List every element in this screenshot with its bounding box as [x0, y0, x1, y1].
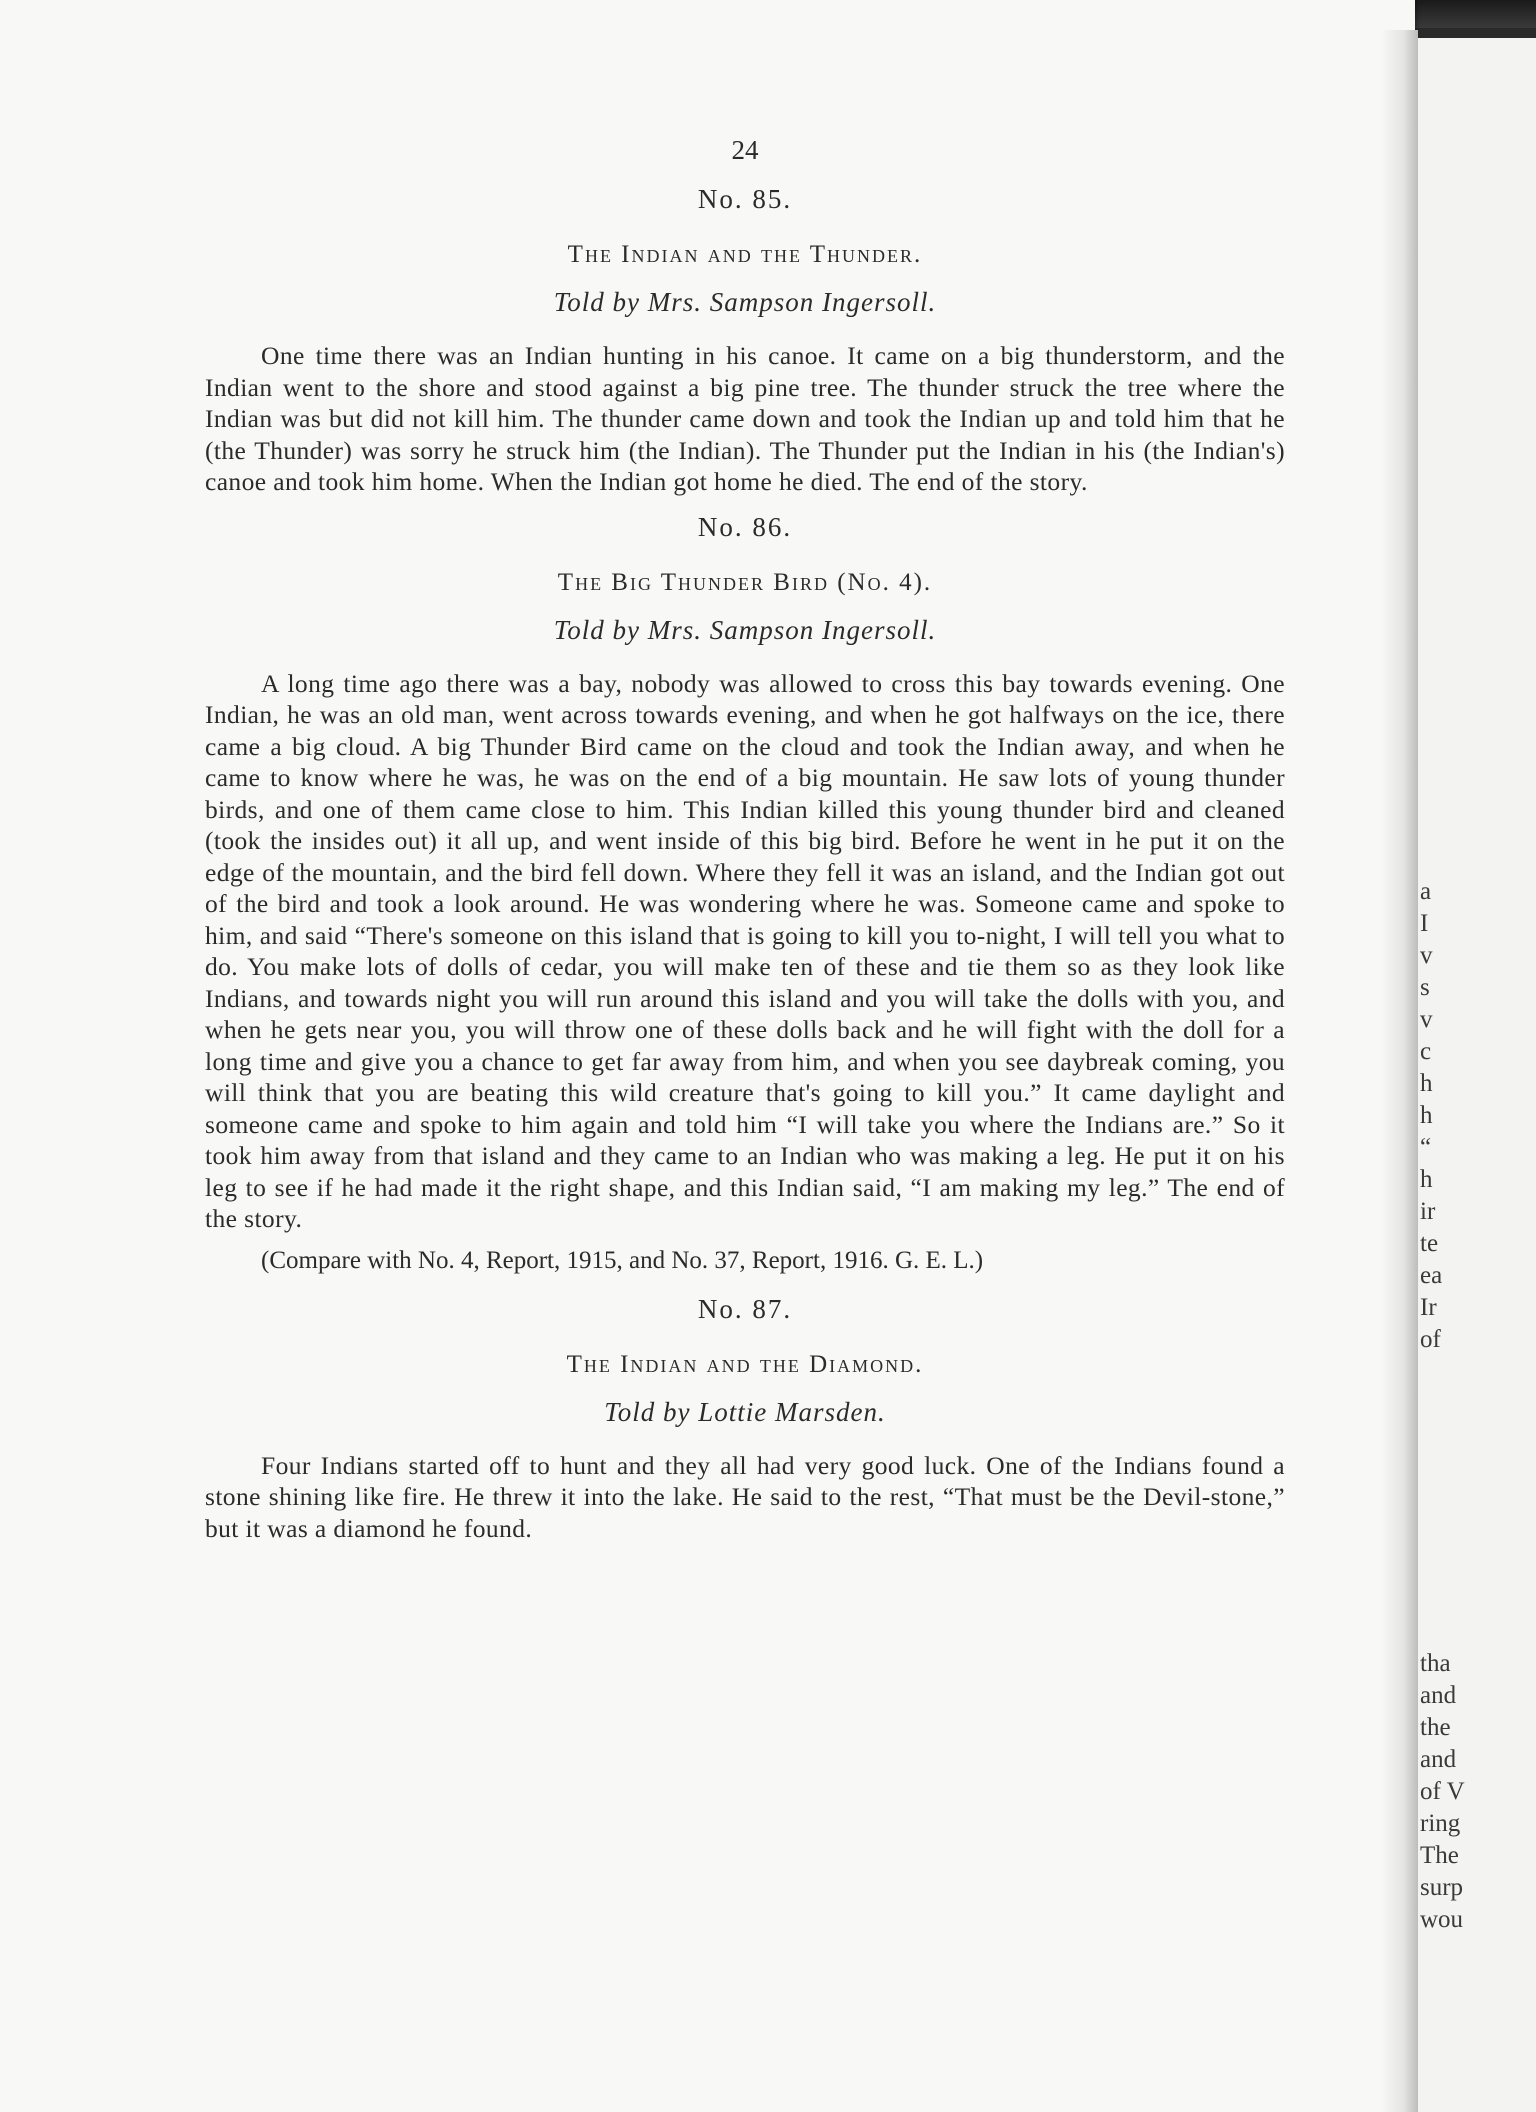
text-fragment: s: [1420, 974, 1430, 1001]
story-paragraph: One time there was an Indian hunting in his canoe. It came on a big thunderstorm, and the Indian went to the shore and stood against a big pine tree. The thunder struck the tree where the Indian was but did not kill him. The thunder came down and took the Indian up and told him that he (the Thunder) was sorry he struck him (the Indian). The Thunder put the Indian in his (the Indian's) canoe and took him home. When the Indian got home he died. The end of the story.: [205, 341, 1285, 496]
story-number: No. 87.: [697, 1293, 793, 1324]
text-fragment: Ir: [1420, 1294, 1437, 1321]
story-teller: Told by Lottie Marsden.: [604, 1396, 886, 1427]
text-fragment: te: [1420, 1230, 1439, 1257]
story-paragraph: Four Indians started off to hunt and they all had very good luck. One of the Indians found a stone shining like fire. He threw it into the lake. He said to the rest, “That must be the Devil-stone,” but it was a diamond he found.: [205, 1450, 1285, 1543]
page-content: [205, 135, 1285, 1554]
text-fragment: h: [1420, 1102, 1433, 1129]
text-fragment: ea: [1420, 1262, 1443, 1289]
text-fragment: of: [1420, 1326, 1441, 1353]
text-fragment: surp: [1420, 1874, 1464, 1901]
text-fragment: I: [1420, 910, 1429, 937]
editor-note: (Compare with No. 4, Report, 1915, and No. 37, Report, 1916. G. E. L.): [261, 1246, 984, 1274]
text-fragment: wou: [1420, 1906, 1464, 1933]
text-fragment: the: [1420, 1714, 1451, 1741]
story-title: The Big Thunder Bird (No. 4).: [557, 568, 933, 596]
text-fragment: The: [1420, 1842, 1459, 1869]
text-fragment: c: [1420, 1038, 1432, 1065]
text-fragment: a: [1420, 878, 1432, 905]
text-fragment: ring: [1420, 1810, 1461, 1837]
story-title: The Indian and the Thunder.: [567, 241, 923, 268]
story-85: [205, 184, 1285, 498]
story-86: [205, 512, 1285, 1276]
page-number: 24: [731, 135, 759, 165]
story-teller: Told by Mrs. Sampson Ingersoll.: [553, 287, 937, 317]
text-fragment: and: [1420, 1682, 1457, 1709]
text-fragment: h: [1420, 1070, 1433, 1097]
text-fragment: and: [1420, 1746, 1457, 1773]
story-title: The Indian and the Diamond.: [566, 1350, 924, 1378]
story-paragraph: A long time ago there was a bay, nobody was allowed to cross this bay towards evening. One Indian, he was an old man, went across towards evening, and when he got halfways on the ice, there came a big cloud. A big Thunder Bird came on the cloud and took the Indian away, and when he came to know where he was, he was on the end of a big mountain. He saw lots of young thunder birds, and one of them came close to him. This Indian killed this young thunder bird and cleaned (took the insides out) it all up, and went inside of this big bird. Before he went in he put it on the edge of the mountain, and the bird fell down. Where they fell it was an island, and the Indian got out of the bird and took a look around. He was wondering where he was. Someone came and spoke to him, and said “There's someone on this island that is going to kill you to-night, I will tell you what to do. You make lots of dolls of cedar, you will make ten of these and tie them so as they look like Indians, and towards night you will run around this island and you will take the dolls with you, and when he gets near you, you will throw one of these dolls back and he will fight with the doll for a long time and give you a chance to get far away from him, and when you see daybreak coming, you will think that you are beating this wild creature that's going to kill you.” It came daylight and someone came and spoke to him again and told him “I will take you where the Indians are.” So it took him away from that island and they came to an Indian who was making a leg. He put it on his leg to see if he had made it the right shape, and this Indian said, “I am making my leg.” The end of the story.: [205, 668, 1285, 1233]
story-number: No. 85.: [697, 184, 793, 214]
text-fragment: v: [1420, 942, 1433, 969]
text-fragment: v: [1420, 1006, 1433, 1033]
text-fragment: h: [1420, 1166, 1433, 1193]
book-gutter: [1382, 30, 1418, 2112]
story-number: No. 86.: [697, 511, 793, 542]
story-teller: Told by Mrs. Sampson Ingersoll.: [553, 614, 937, 645]
facing-page-edge: [1418, 38, 1536, 2112]
text-fragment: tha: [1420, 1650, 1451, 1677]
text-fragment: of V: [1420, 1778, 1465, 1805]
story-87: [205, 1294, 1285, 1545]
text-fragment: ir: [1420, 1198, 1436, 1225]
text-fragment: “: [1420, 1134, 1432, 1161]
